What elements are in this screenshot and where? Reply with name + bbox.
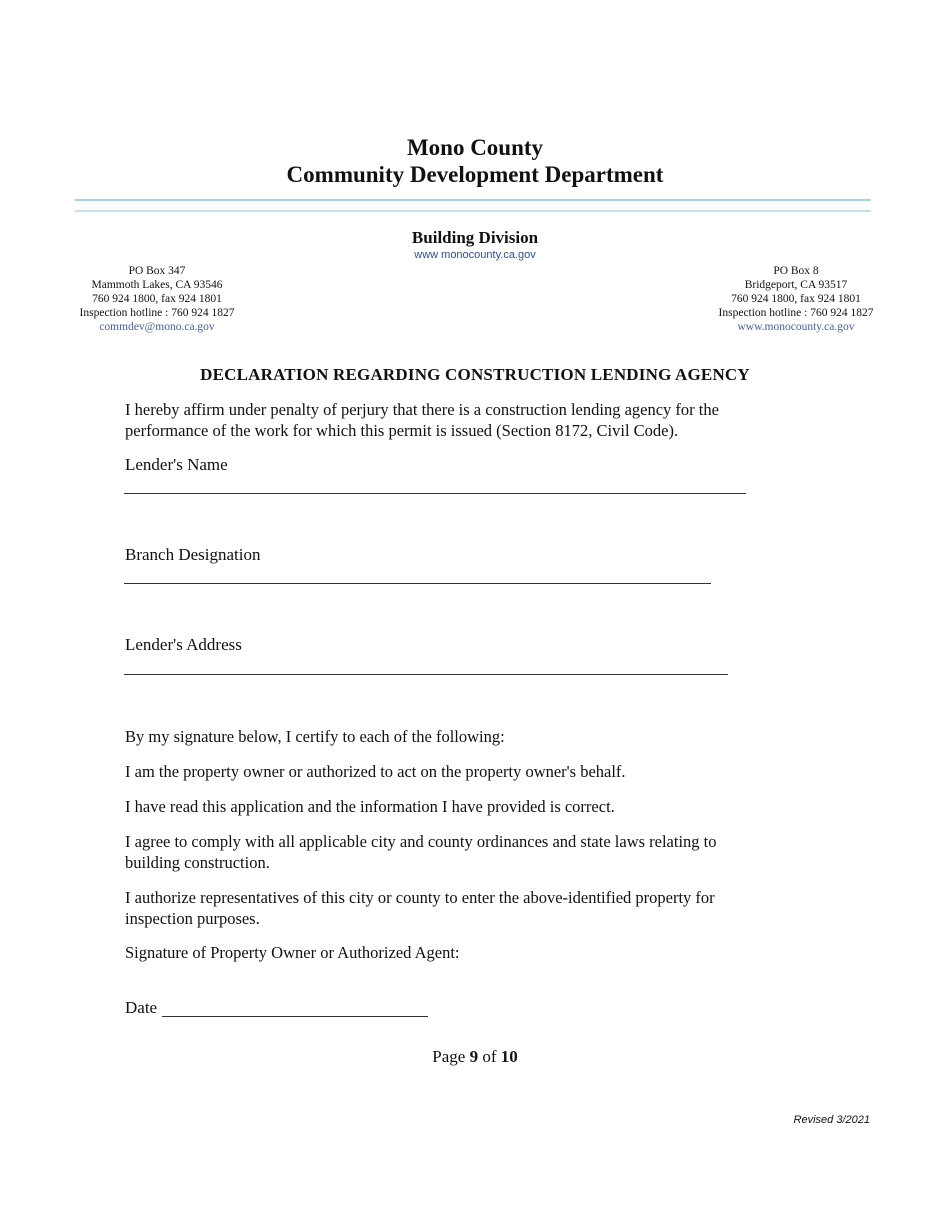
branch-designation-label: Branch Designation bbox=[125, 545, 261, 564]
header-rule-bottom bbox=[75, 210, 871, 212]
branch-designation-field[interactable] bbox=[124, 583, 711, 584]
page-total: 10 bbox=[500, 1047, 518, 1066]
office-mammoth bbox=[57, 264, 257, 334]
office-bridgeport bbox=[696, 264, 896, 334]
page-prefix: Page bbox=[432, 1047, 466, 1066]
division-website[interactable]: www monocounty.ca.gov bbox=[414, 249, 536, 261]
office-bridgeport-website-link[interactable]: www.monocounty.ca.gov bbox=[737, 321, 855, 333]
certification-item-comply: I agree to comply with all applicable city and county ordinances and state laws relating to building construction. bbox=[125, 832, 717, 872]
affirmation-text: I hereby affirm under penalty of perjury that there is a construction lending agency for the performance of the work for which this permit is issued (Section 8172, Civil Code). bbox=[125, 400, 719, 440]
agency-title bbox=[0, 134, 950, 188]
office-mammoth-pobox: PO Box 347 bbox=[128, 265, 186, 277]
lender-name-label: Lender's Name bbox=[125, 455, 228, 474]
office-mammoth-city: Mammoth Lakes, CA 93546 bbox=[91, 279, 223, 291]
office-bridgeport-phone: 760 924 1800, fax 924 1801 bbox=[731, 293, 861, 305]
office-mammoth-phone: 760 924 1800, fax 924 1801 bbox=[92, 293, 222, 305]
revision-date: Revised 3/2021 bbox=[793, 1114, 870, 1126]
signature-label: Signature of Property Owner or Authorized Agent: bbox=[125, 943, 460, 962]
office-bridgeport-pobox: PO Box 8 bbox=[773, 265, 819, 277]
page-number bbox=[0, 1047, 950, 1067]
office-bridgeport-hotline: Inspection hotline : 760 924 1827 bbox=[718, 307, 874, 319]
declaration-heading: DECLARATION REGARDING CONSTRUCTION LENDING AGENCY bbox=[200, 365, 750, 384]
office-mammoth-email-link[interactable]: commdev@mono.ca.gov bbox=[99, 321, 215, 333]
department-name: Community Development Department bbox=[286, 162, 664, 187]
header-rule-top bbox=[75, 199, 871, 201]
certification-item-read: I have read this application and the information I have provided is correct. bbox=[125, 797, 615, 816]
certification-item-owner: I am the property owner or authorized to act on the property owner's behalf. bbox=[125, 762, 626, 781]
lender-address-label: Lender's Address bbox=[125, 635, 242, 654]
date-field[interactable] bbox=[162, 1016, 428, 1017]
page-current: 9 bbox=[469, 1047, 479, 1066]
certification-item-authorize: I authorize representatives of this city or county to enter the above-identified property for inspection purposes. bbox=[125, 888, 715, 928]
office-mammoth-hotline: Inspection hotline : 760 924 1827 bbox=[79, 307, 235, 319]
lender-address-field[interactable] bbox=[124, 674, 728, 675]
office-bridgeport-city: Bridgeport, CA 93517 bbox=[744, 279, 848, 291]
lender-name-field[interactable] bbox=[124, 493, 746, 494]
page-of: of bbox=[482, 1047, 497, 1066]
certification-intro: By my signature below, I certify to each of the following: bbox=[125, 727, 505, 746]
county-name: Mono County bbox=[406, 135, 544, 160]
date-label: Date bbox=[125, 998, 158, 1017]
division-name: Building Division bbox=[411, 228, 539, 247]
